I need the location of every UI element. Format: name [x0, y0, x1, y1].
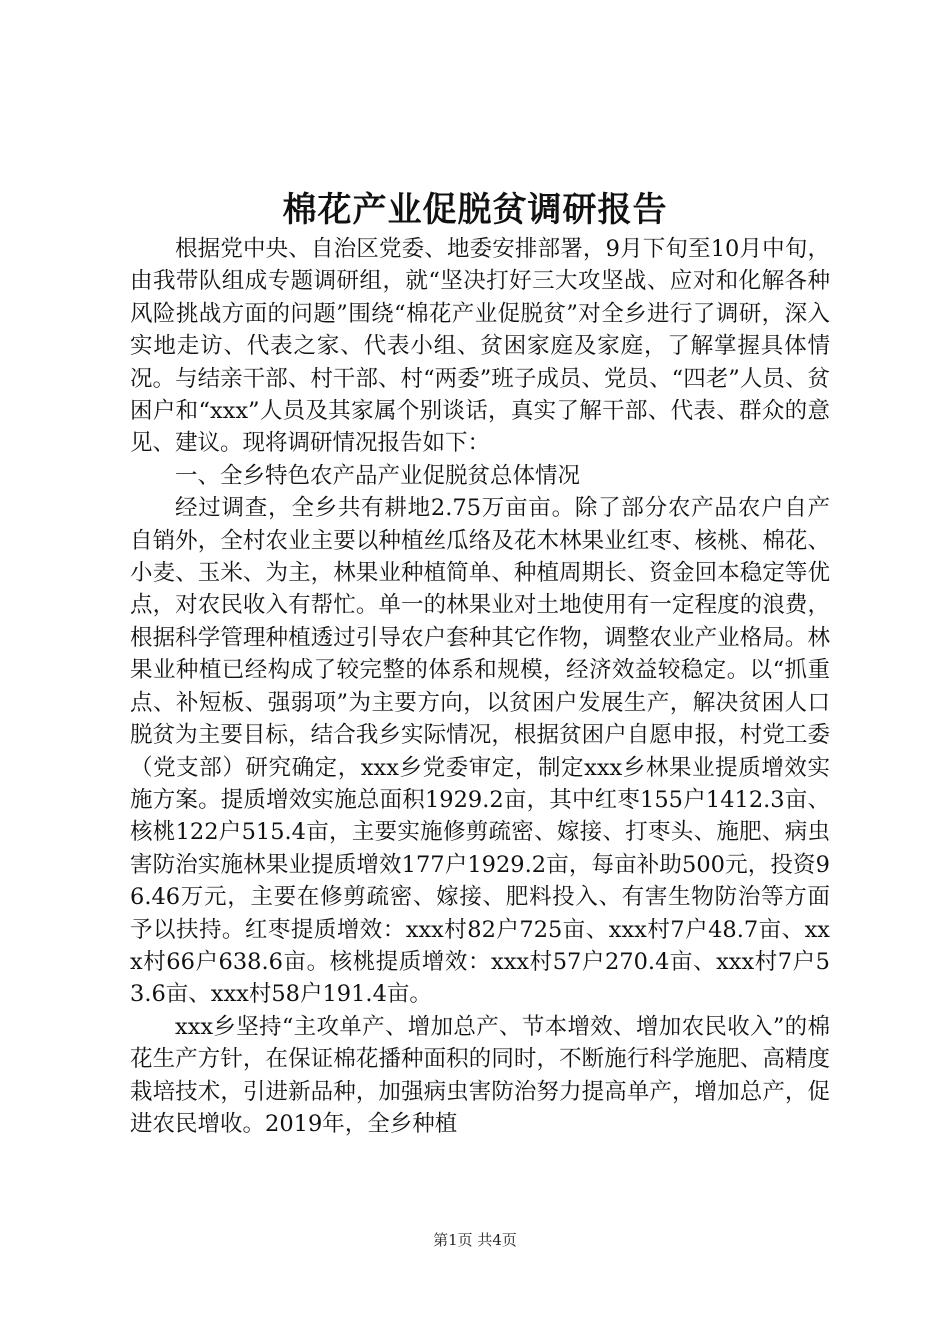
document-title: 棉花产业促脱贫调研报告 — [282, 190, 668, 230]
paragraph-intro: 根据党中央、自治区党委、地委安排部署，9月下旬至10月中旬，由我带队组成专题调研组，就“坚决打好三大攻坚战、应对和化解各种风险挑战方面的问题”围绕“棉花产业促脱贫”对全乡进行了调研，深入实地走访、代表之家、代表小组、贫困家庭及家庭，了解掌握具体情况。与结亲干部、村干部、村“两委”班子成员、党员、“四老”人员、贫困户和“xxx”人员及其家属个别谈话，真实了解干部、代表、群众的意见、建议。现将调研情况报告如下： — [130, 236, 830, 457]
document-body — [130, 233, 830, 1140]
paragraph-survey: 经过调查，全乡共有耕地2.75万亩亩。除了部分农产品农户自产自销外，全村农业主要以种植丝瓜络及花木林果业红枣、核桃、棉花、小麦、玉米、为主，林果业种植简单、种植周期长、资金回本稳定等优点，对农民收入有帮忙。单一的林果业对土地使用有一定程度的浪费，根据科学管理种植透过引导农户套种其它作物，调整农业产业格局。林果业种植已经构成了较完整的体系和规模，经济效益较稳定。以“抓重点、补短板、强弱项”为主要方向，以贫困户发展生产，解决贫困人口脱贫为主要目标，结合我乡实际情况，根据贫困户自愿申报，村党工委（党支部）研究确定，xxx乡党委审定，制定xxx乡林果业提质增效实施方案。提质增效实施总面积1929.2亩，其中红枣155户1412.3亩、核桃122户515.4亩，主要实施修剪疏密、嫁接、打枣头、施肥、病虫害防治实施林果业提质增效177户1929.2亩，每亩补助500元，投资96.46万元，主要在修剪疏密、嫁接、肥料投入、有害生物防治等方面予以扶持。红枣提质增效：xxx村82户725亩、xxx村7户48.7亩、xxx村66户638.6亩。核桃提质增效：xxx村57户270.4亩、xxx村7户53.6亩、xxx村58户191.4亩。 — [130, 495, 830, 1008]
paragraph-cotton: xxx乡坚持“主攻单产、增加总产、节本增效、增加农民收入”的棉花生产方针，在保证棉花播种面积的同时，不断施行科学施肥、高精度栽培技术，引进新品种，加强病虫害防治努力提高单产，增加总产，促进农民增收。2019年，全乡种植 — [130, 1013, 830, 1137]
page-footer: 第1页 共4页 — [433, 1231, 517, 1249]
section-heading-1: 一、全乡特色农产品产业促脱贫总体情况 — [175, 462, 581, 489]
